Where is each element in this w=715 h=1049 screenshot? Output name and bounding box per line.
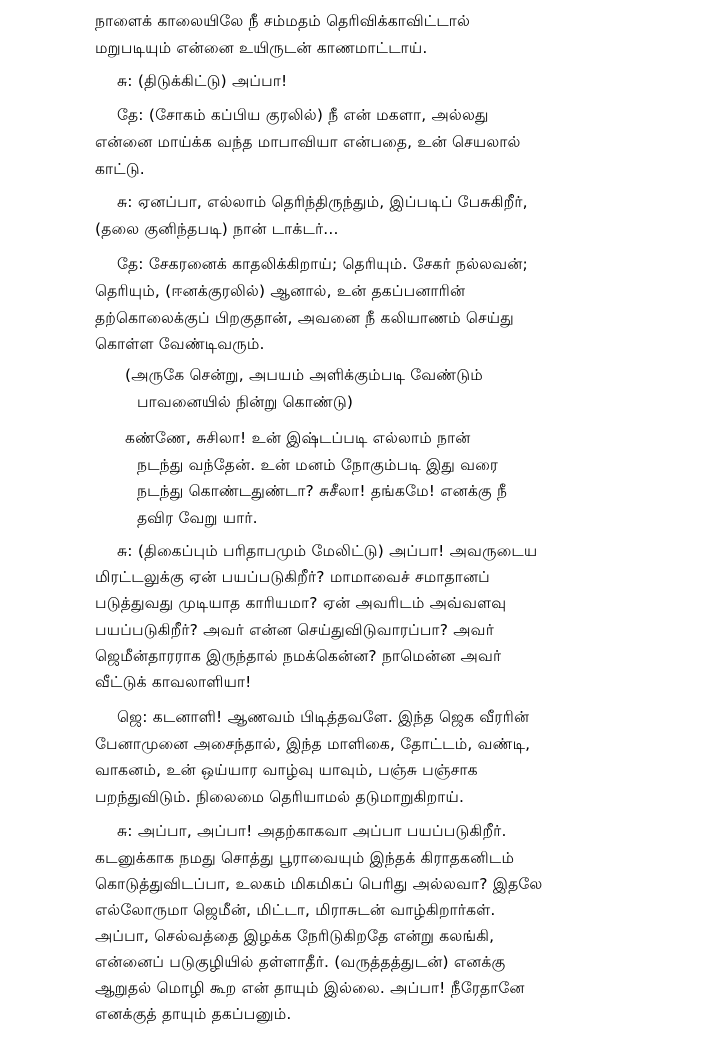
paragraph-line: அப்பா, செல்வத்தை இழக்க நேரிடுகிறதே என்று கலங்கி, (95, 927, 495, 945)
paragraph-line: தற்கொலைக்குப் பிறகுதான், அவனை நீ கலியாணம் செய்து (95, 309, 514, 327)
paragraph-line: (தலை குனிந்தபடி) நான் டாக்டர்... (95, 220, 339, 238)
paragraph-line: ஜெமீன்தாரராக இருந்தால் நமக்கென்ன? நாமென்ன அவர் (95, 647, 502, 665)
paragraph-line: படுத்துவது முடியாத காரியமா? ஏன் அவரிடம் அவ்வளவு (95, 594, 507, 612)
paragraph-line: தவிர வேறு யார். (137, 509, 258, 527)
paragraph-line: நடந்து வந்தேன். உன் மனம் நோகும்படி இது வரை (137, 456, 499, 474)
paragraph-line: சு: ஏனப்பா, எல்லாம் தெரிந்திருந்தும், இப்படிப் பேசுகிறீர், (117, 193, 528, 211)
paragraph-line: தே: சேகரனைக் காதலிக்கிறாய்; தெரியும். சேகர் நல்லவன்; (117, 255, 528, 273)
paragraph-line: கடனுக்காக நமது சொத்து பூராவையும் இந்தக் கிராதகனிடம் (95, 849, 515, 867)
paragraph-line: காட்டு. (95, 160, 145, 178)
paragraph-line: சு: (திடுக்கிட்டு) அப்பா! (117, 72, 288, 90)
paragraph-line: நாளைக் காலையிலே நீ சம்மதம் தெரிவிக்காவிட்டால் (95, 12, 471, 30)
paragraph-line: என்னை மாய்க்க வந்த மாபாவியா என்பதை, உன் செயலால் (95, 133, 521, 151)
paragraph-line: சு: அப்பா, அப்பா! அதற்காகவா அப்பா பயப்படுகிறீர். (117, 822, 507, 840)
paragraph-line: பயப்படுகிறீர்? அவர் என்ன செய்துவிடுவாரப்பா? அவர் (95, 621, 495, 639)
paragraph-line: நடந்து கொண்டதுண்டா? சுசீலா! தங்கமே! எனக்கு நீ (137, 482, 508, 500)
stage-direction-line: பாவனையில் நின்று கொண்டு) (137, 393, 354, 411)
paragraph-line: தே: (சோகம் கப்பிய குரலில்) நீ என் மகளா, அல்லது (117, 106, 489, 124)
paragraph-line: பறந்துவிடும். நிலைமை தெரியாமல் தடுமாறுகிறாய். (95, 788, 465, 806)
paragraph-line: ஆறுதல் மொழி கூற என் தாயும் இல்லை. அப்பா! நீரேதானே (95, 979, 525, 997)
paragraph-line: வாகனம், உன் ஒய்யார வாழ்வு யாவும், பஞ்சு பஞ்சாக (95, 761, 478, 779)
paragraph-line: தெரியும், (ஈனக்குரலில்) ஆனால், உன் தகப்பனாரின் (95, 282, 466, 300)
paragraph-line: மிரட்டலுக்கு ஏன் பயப்படுகிறீர்? மாமாவைச் சமாதானப் (95, 568, 490, 586)
paragraph-line: சு: (திகைப்பும் பரிதாபமும் மேலிட்டு) அப்பா! அவருடைய (117, 542, 538, 560)
paragraph-line: கண்ணே, சுசிலா! உன் இஷ்டப்படி எல்லாம் நான் (125, 429, 471, 447)
paragraph-line: கொடுத்துவிடப்பா, உலகம் மிகமிகப் பெரிது அல்லவா? இதலே (95, 875, 543, 893)
paragraph-line: எனக்குத் தாயும் தகப்பனும். (95, 1005, 292, 1023)
stage-direction-line: (அருகே சென்று, அபயம் அளிக்கும்படி வேண்டும் (125, 366, 483, 384)
paragraph-line: ஜெ: கடனாளி! ஆணவம் பிடித்தவளே. இந்த ஜெக வீரரின் (117, 708, 530, 726)
paragraph-line: எல்லோருமா ஜெமீன், மிட்டா, மிராசுடன் வாழ்கிறார்கள். (95, 901, 496, 919)
paragraph-line: என்னைப் படுகுழியில் தள்ளாதீர். (வருத்தத்துடன்) எனக்கு (95, 953, 506, 971)
paragraph-line: பேனாமுனை அசைந்தால், இந்த மாளிகை, தோட்டம், வண்டி, (95, 735, 531, 753)
paragraph-line: மறுபடியும் என்னை உயிருடன் காணமாட்டாய். (95, 39, 428, 57)
paragraph-line: வீட்டுக் காவலாளியா! (95, 673, 252, 691)
paragraph-line: கொள்ள வேண்டிவரும். (95, 335, 265, 353)
